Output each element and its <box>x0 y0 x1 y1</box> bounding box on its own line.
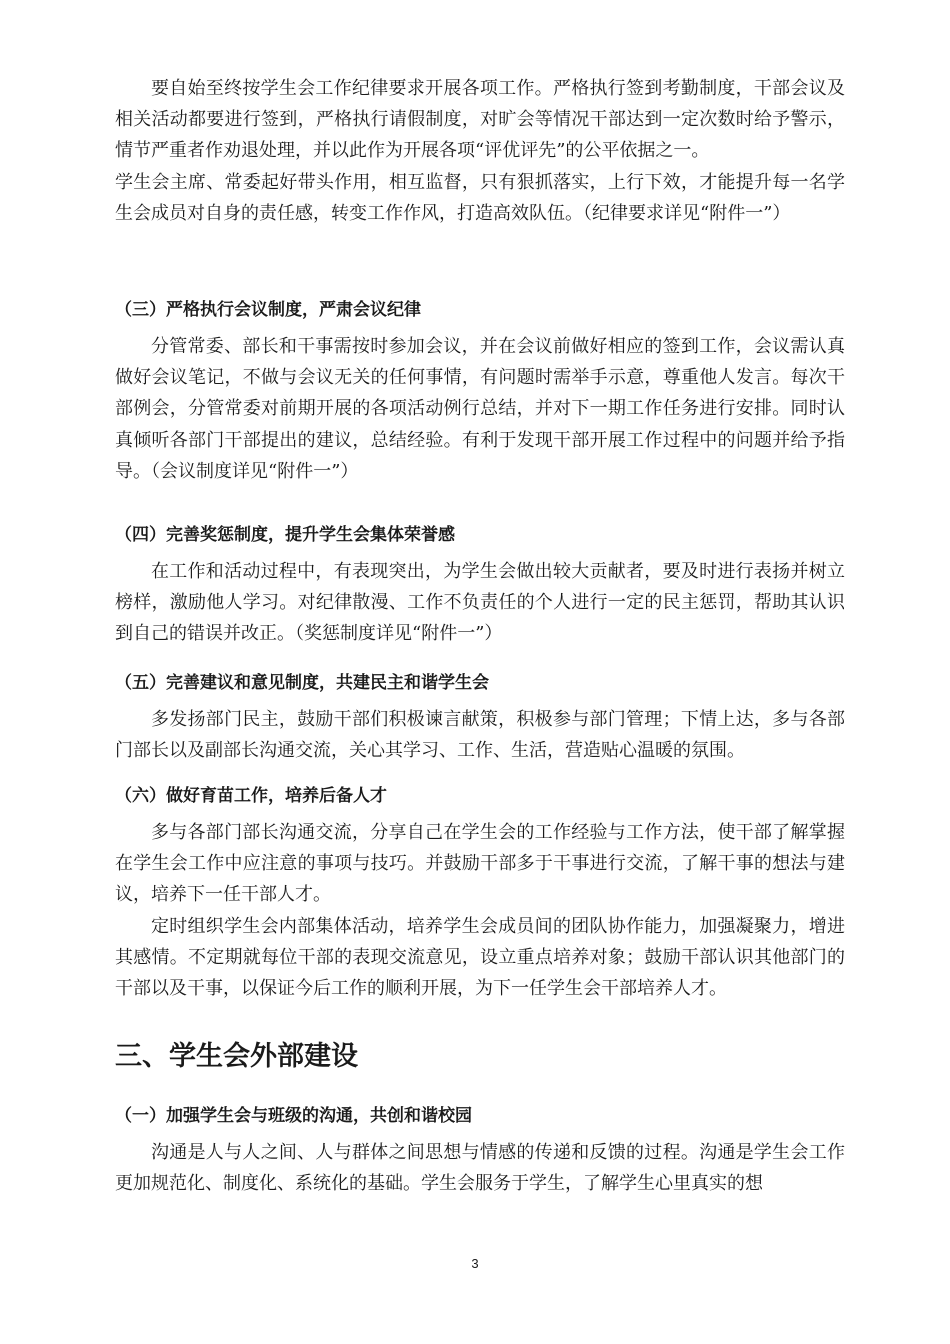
page-number: 3 <box>471 1256 479 1271</box>
paragraph: 多发扬部门民主，鼓励干部们积极谏言献策，积极参与部门管理；下情上达，多与各部门部长以及副部长沟通交流，关心其学习、工作、生活，营造贴心温暖的氛围。 <box>115 709 845 762</box>
training-paragraphs <box>115 817 845 1004</box>
paragraph: 学生会主席、常委起好带头作用，相互监督，只有狠抓落实，上行下效，才能提升每一名学生会成员对自身的责任感，转变工作作风，打造高效队伍。（纪律要求详见“附件一”） <box>115 171 845 224</box>
heading: （五）完善建议和意见制度，共建民主和谐学生会 <box>115 673 489 693</box>
discipline-paragraph <box>115 73 845 229</box>
heading: （一）加强学生会与班级的沟通，共创和谐校园 <box>115 1106 472 1126</box>
heading: 三、学生会外部建设 <box>115 1041 358 1072</box>
paragraph: 沟通是人与人之间、人与群体之间思想与情感的传递和反馈的过程。沟通是学生会工作更加规范化、制度化、系统化的基础。学生会服务于学生，了解学生心里真实的想 <box>115 1142 845 1195</box>
communication-paragraph <box>115 1137 845 1199</box>
paragraph: 定时组织学生会内部集体活动，培养学生会成员间的团队协作能力，加强凝聚力，增进其感情。不定期就每位干部的表现交流意见，设立重点培养对象；鼓励干部认识其他部门的干部以及干事，以保证今后工作的顺利开展，为下一任学生会干部培养人才。 <box>115 915 845 1000</box>
section-heading-rewards <box>115 523 845 547</box>
paragraph: 分管常委、部长和干事需按时参加会议，并在会议前做好相应的签到工作，会议需认真做好会议笔记，不做与会议无关的任何事情，有问题时需举手示意，尊重他人发言。每次干部例会，分管常委对前期开展的各项活动例行总结，并对下一期工作任务进行安排。同时认真倾听各部门干部提出的建议，总结经验。有利于发现干部开展工作过程中的问题并给予指导。（会议制度详见“附件一”） <box>115 336 845 482</box>
paragraph: 在工作和活动过程中，有表现突出，为学生会做出较大贡献者，要及时进行表扬并树立榜样，激励他人学习。对纪律散漫、工作不负责任的个人进行一定的民主惩罚，帮助其认识到自己的错误并改正。（奖惩制度详见“附件一”） <box>115 561 845 645</box>
rewards-paragraph <box>115 556 845 650</box>
heading: （四）完善奖惩制度，提升学生会集体荣誉感 <box>115 525 455 545</box>
meeting-paragraph <box>115 331 845 487</box>
section-heading-training <box>115 784 845 808</box>
chapter-title <box>115 1040 845 1074</box>
heading: （三）严格执行会议制度，严肃会议纪律 <box>115 300 421 320</box>
paragraph: 要自始至终按学生会工作纪律要求开展各项工作。严格执行签到考勤制度，干部会议及相关活动都要进行签到，严格执行请假制度，对旷会等情况干部达到一定次数时给予警示，情节严重者作劝退处理，并以此作为开展各项“评优评先”的公平依据之一。 <box>115 78 845 162</box>
section-heading-class-communication <box>115 1104 845 1128</box>
suggestions-paragraph <box>115 704 845 766</box>
section-heading-suggestions <box>115 671 845 695</box>
paragraph: 多与各部门部长沟通交流，分享自己在学生会的工作经验与工作方法，使干部了解掌握在学生会工作中应注意的事项与技巧。并鼓励干部多于干事进行交流，了解干事的想法与建议，培养下一任干部人才。 <box>115 822 845 906</box>
heading: （六）做好育苗工作，培养后备人才 <box>115 786 387 806</box>
section-heading-meeting <box>115 298 845 322</box>
